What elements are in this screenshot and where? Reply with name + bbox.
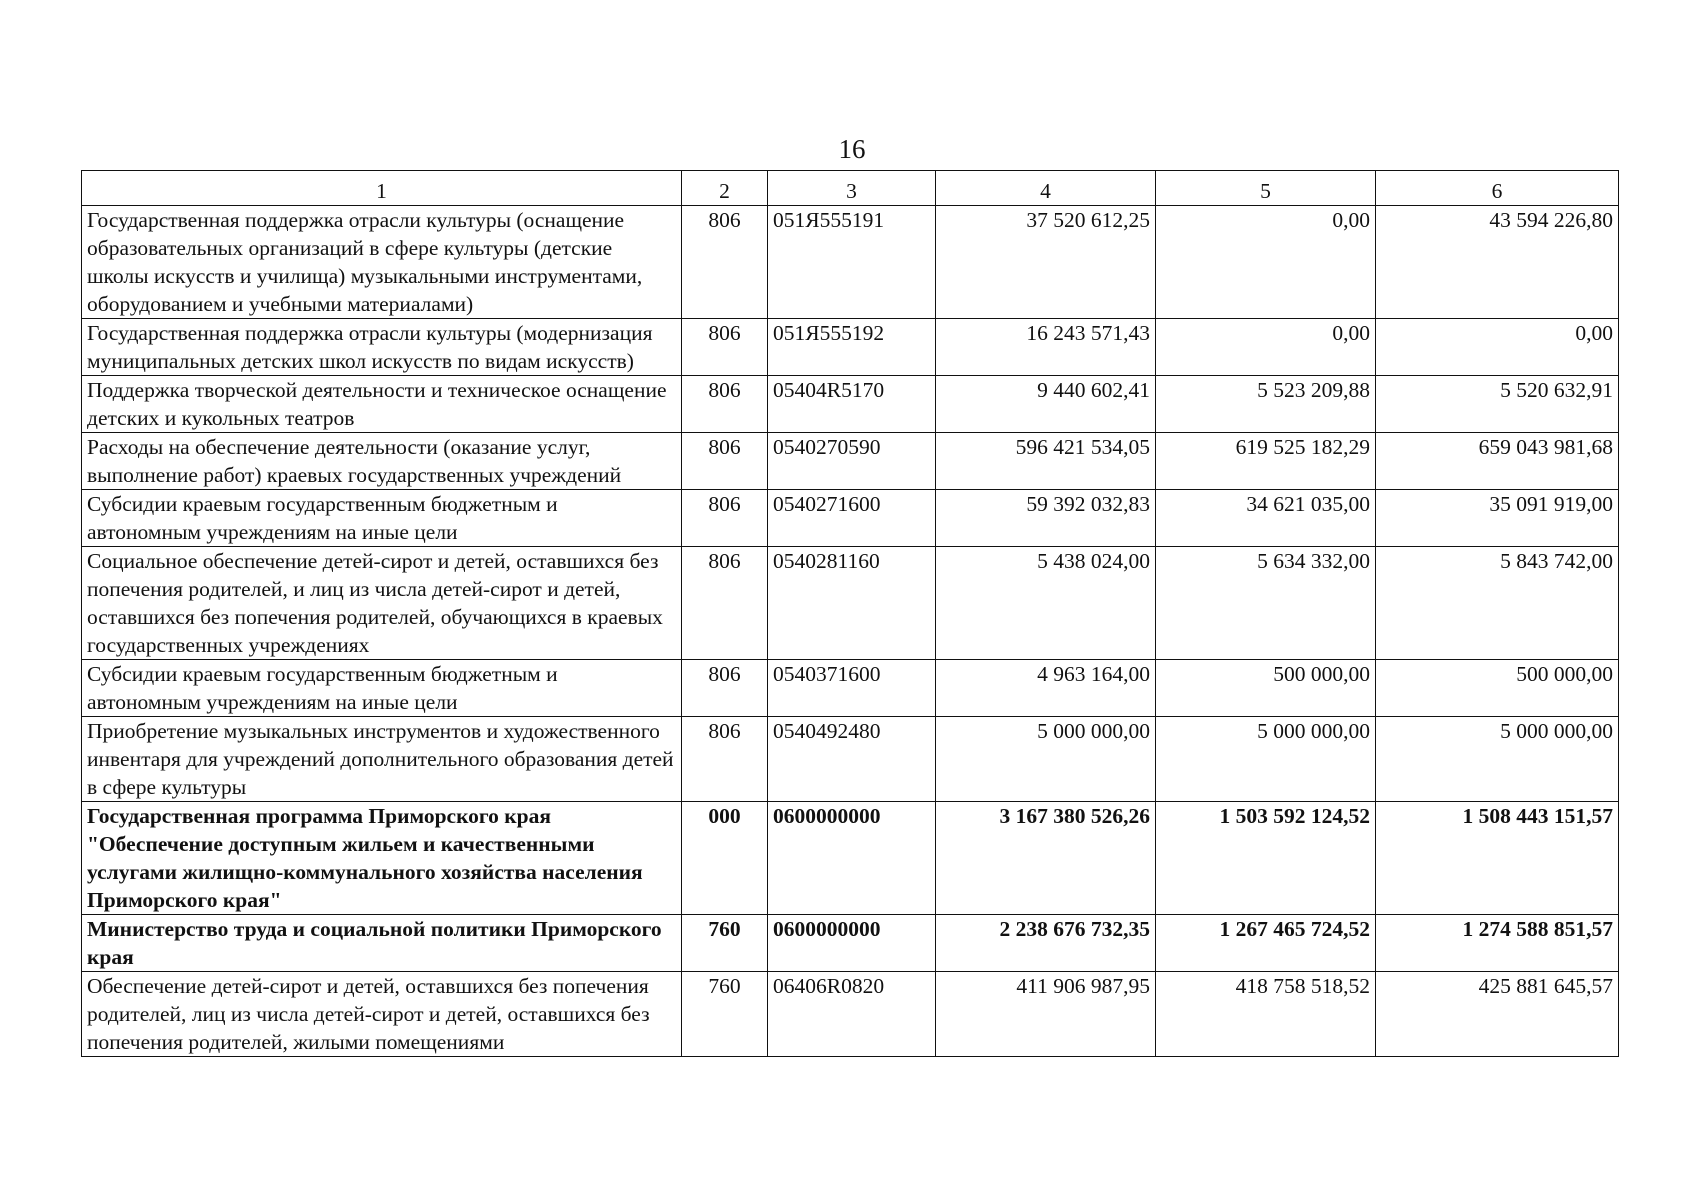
row-value-col4: 2 238 676 732,35 xyxy=(936,915,1156,972)
header-row xyxy=(82,171,1619,206)
budget-table xyxy=(81,170,1619,1057)
row-name: Обеспечение детей-сирот и детей, оставшихся без попечения родителей, лиц из числа детей-сирот и детей, оставшихся без попечения родителей, жилыми помещениями xyxy=(82,972,682,1057)
row-value-col6: 5 000 000,00 xyxy=(1376,717,1619,802)
row-value-col5: 500 000,00 xyxy=(1156,660,1376,717)
row-target-article: 0540371600 xyxy=(768,660,936,717)
row-department-code: 806 xyxy=(682,319,768,376)
row-value-col6: 43 594 226,80 xyxy=(1376,206,1619,319)
column-header: 3 xyxy=(768,171,936,206)
row-value-col5: 1 267 465 724,52 xyxy=(1156,915,1376,972)
column-header: 2 xyxy=(682,171,768,206)
row-department-code: 806 xyxy=(682,717,768,802)
table-row xyxy=(82,547,1619,660)
row-value-col5: 619 525 182,29 xyxy=(1156,433,1376,490)
table-row-program-total xyxy=(82,802,1619,915)
row-value-col6: 35 091 919,00 xyxy=(1376,490,1619,547)
row-department-code: 760 xyxy=(682,972,768,1057)
row-value-col4: 9 440 602,41 xyxy=(936,376,1156,433)
table-row-ministry-total xyxy=(82,915,1619,972)
row-value-col4: 596 421 534,05 xyxy=(936,433,1156,490)
row-department-code: 760 xyxy=(682,915,768,972)
row-value-col4: 37 520 612,25 xyxy=(936,206,1156,319)
row-value-col5: 0,00 xyxy=(1156,206,1376,319)
row-target-article: 051Я555191 xyxy=(768,206,936,319)
row-value-col6: 659 043 981,68 xyxy=(1376,433,1619,490)
row-name: Государственная программа Приморского края "Обеспечение доступным жильем и качественными услугами жилищно-коммунального хозяйства населения Приморского края" xyxy=(82,802,682,915)
table-row xyxy=(82,660,1619,717)
row-value-col6: 0,00 xyxy=(1376,319,1619,376)
row-department-code: 806 xyxy=(682,433,768,490)
row-name: Приобретение музыкальных инструментов и художественного инвентаря для учреждений дополнительного образования детей в сфере культуры xyxy=(82,717,682,802)
row-target-article: 05404R5170 xyxy=(768,376,936,433)
row-name: Министерство труда и социальной политики Приморского края xyxy=(82,915,682,972)
row-value-col6: 425 881 645,57 xyxy=(1376,972,1619,1057)
row-value-col4: 5 438 024,00 xyxy=(936,547,1156,660)
row-target-article: 0600000000 xyxy=(768,915,936,972)
row-name: Расходы на обеспечение деятельности (оказание услуг, выполнение работ) краевых государственных учреждений xyxy=(82,433,682,490)
column-header: 4 xyxy=(936,171,1156,206)
row-target-article: 0540281160 xyxy=(768,547,936,660)
table-row xyxy=(82,376,1619,433)
row-name: Государственная поддержка отрасли культуры (модернизация муниципальных детских школ искусств по видам искусств) xyxy=(82,319,682,376)
table-row xyxy=(82,490,1619,547)
row-name: Государственная поддержка отрасли культуры (оснащение образовательных организаций в сфере культуры (детские школы искусств и училища) музыкальными инструментами, оборудованием и учебными материалами) xyxy=(82,206,682,319)
table-row xyxy=(82,717,1619,802)
column-header: 6 xyxy=(1376,171,1619,206)
column-header: 5 xyxy=(1156,171,1376,206)
row-target-article: 0540271600 xyxy=(768,490,936,547)
row-target-article: 0540270590 xyxy=(768,433,936,490)
row-target-article: 0540492480 xyxy=(768,717,936,802)
row-value-col6: 5 843 742,00 xyxy=(1376,547,1619,660)
row-value-col5: 34 621 035,00 xyxy=(1156,490,1376,547)
row-department-code: 806 xyxy=(682,490,768,547)
row-department-code: 806 xyxy=(682,660,768,717)
row-value-col6: 1 508 443 151,57 xyxy=(1376,802,1619,915)
row-value-col5: 5 634 332,00 xyxy=(1156,547,1376,660)
row-value-col4: 59 392 032,83 xyxy=(936,490,1156,547)
row-target-article: 051Я555192 xyxy=(768,319,936,376)
row-value-col6: 5 520 632,91 xyxy=(1376,376,1619,433)
row-value-col5: 5 000 000,00 xyxy=(1156,717,1376,802)
row-value-col6: 1 274 588 851,57 xyxy=(1376,915,1619,972)
row-value-col6: 500 000,00 xyxy=(1376,660,1619,717)
table-row xyxy=(82,206,1619,319)
page-number: 16 xyxy=(838,134,866,164)
table-row xyxy=(82,433,1619,490)
table-body xyxy=(82,206,1619,1057)
row-name: Поддержка творческой деятельности и техническое оснащение детских и кукольных театров xyxy=(82,376,682,433)
row-department-code: 806 xyxy=(682,206,768,319)
row-name: Социальное обеспечение детей-сирот и детей, оставшихся без попечения родителей, и лиц из числа детей-сирот и детей, оставшихся без попечения родителей, обучающихся в краевых государственных учреждениях xyxy=(82,547,682,660)
row-value-col4: 5 000 000,00 xyxy=(936,717,1156,802)
row-value-col4: 411 906 987,95 xyxy=(936,972,1156,1057)
row-value-col4: 4 963 164,00 xyxy=(936,660,1156,717)
row-value-col5: 418 758 518,52 xyxy=(1156,972,1376,1057)
column-header: 1 xyxy=(82,171,682,206)
row-name: Субсидии краевым государственным бюджетным и автономным учреждениям на иные цели xyxy=(82,660,682,717)
row-department-code: 806 xyxy=(682,547,768,660)
row-target-article: 06406R0820 xyxy=(768,972,936,1057)
row-value-col5: 1 503 592 124,52 xyxy=(1156,802,1376,915)
table-row xyxy=(82,972,1619,1057)
row-name: Субсидии краевым государственным бюджетным и автономным учреждениям на иные цели xyxy=(82,490,682,547)
table-row xyxy=(82,319,1619,376)
row-value-col5: 5 523 209,88 xyxy=(1156,376,1376,433)
row-value-col5: 0,00 xyxy=(1156,319,1376,376)
row-value-col4: 3 167 380 526,26 xyxy=(936,802,1156,915)
row-value-col4: 16 243 571,43 xyxy=(936,319,1156,376)
row-department-code: 806 xyxy=(682,376,768,433)
row-department-code: 000 xyxy=(682,802,768,915)
row-target-article: 0600000000 xyxy=(768,802,936,915)
